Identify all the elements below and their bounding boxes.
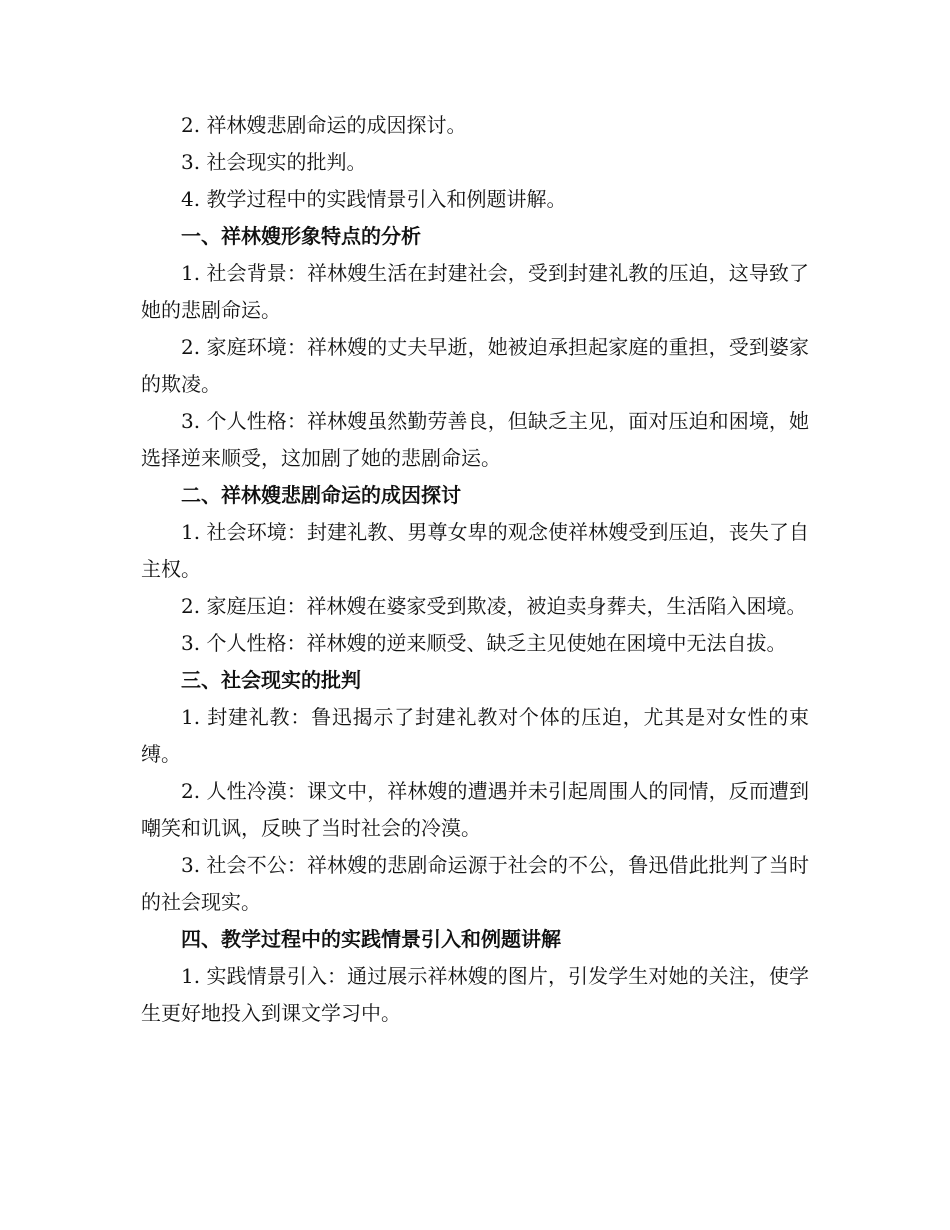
section-2 (141, 477, 809, 662)
intro-item: 2. 祥林嫂悲剧命运的成因探讨。 (181, 113, 467, 137)
section-heading: 二、祥林嫂悲剧命运的成因探讨 (181, 483, 461, 507)
section-heading: 一、祥林嫂形象特点的分析 (181, 224, 421, 248)
section-4 (141, 921, 809, 1032)
section-heading: 三、社会现实的批判 (181, 668, 361, 692)
section-item: 3. 个人性格：祥林嫂的逆来顺受、缺乏主见使她在困境中无法自拔。 (181, 631, 787, 655)
intro-item: 3. 社会现实的批判。 (181, 150, 367, 174)
section-item: 3. 社会不公：祥林嫂的悲剧命运源于社会的不公，鲁迅借此批判了当时的社会现实。 (141, 853, 809, 914)
section-item: 1. 实践情景引入：通过展示祥林嫂的图片，引发学生对她的关注，使学生更好地投入到课文学习中。 (141, 964, 809, 1025)
section-item: 1. 社会环境：封建礼教、男尊女卑的观念使祥林嫂受到压迫，丧失了自主权。 (141, 520, 809, 581)
section-heading: 四、教学过程中的实践情景引入和例题讲解 (181, 927, 561, 951)
section-1 (141, 218, 809, 477)
document-body (141, 107, 809, 1032)
section-item: 2. 家庭环境：祥林嫂的丈夫早逝，她被迫承担起家庭的重担，受到婆家的欺凌。 (141, 335, 809, 396)
section-item: 2. 家庭压迫：祥林嫂在婆家受到欺凌，被迫卖身葬夫，生活陷入困境。 (181, 594, 807, 618)
section-item: 1. 封建礼教：鲁迅揭示了封建礼教对个体的压迫，尤其是对女性的束缚。 (141, 705, 809, 766)
section-3 (141, 662, 809, 921)
intro-item: 4. 教学过程中的实践情景引入和例题讲解。 (181, 187, 567, 211)
section-item: 2. 人性冷漠：课文中，祥林嫂的遭遇并未引起周围人的同情，反而遭到嘲笑和讥讽，反映了当时社会的冷漠。 (141, 779, 809, 840)
section-item: 3. 个人性格：祥林嫂虽然勤劳善良，但缺乏主见，面对压迫和困境，她选择逆来顺受，这加剧了她的悲剧命运。 (141, 409, 809, 470)
section-item: 1. 社会背景：祥林嫂生活在封建社会，受到封建礼教的压迫，这导致了她的悲剧命运。 (141, 261, 809, 322)
